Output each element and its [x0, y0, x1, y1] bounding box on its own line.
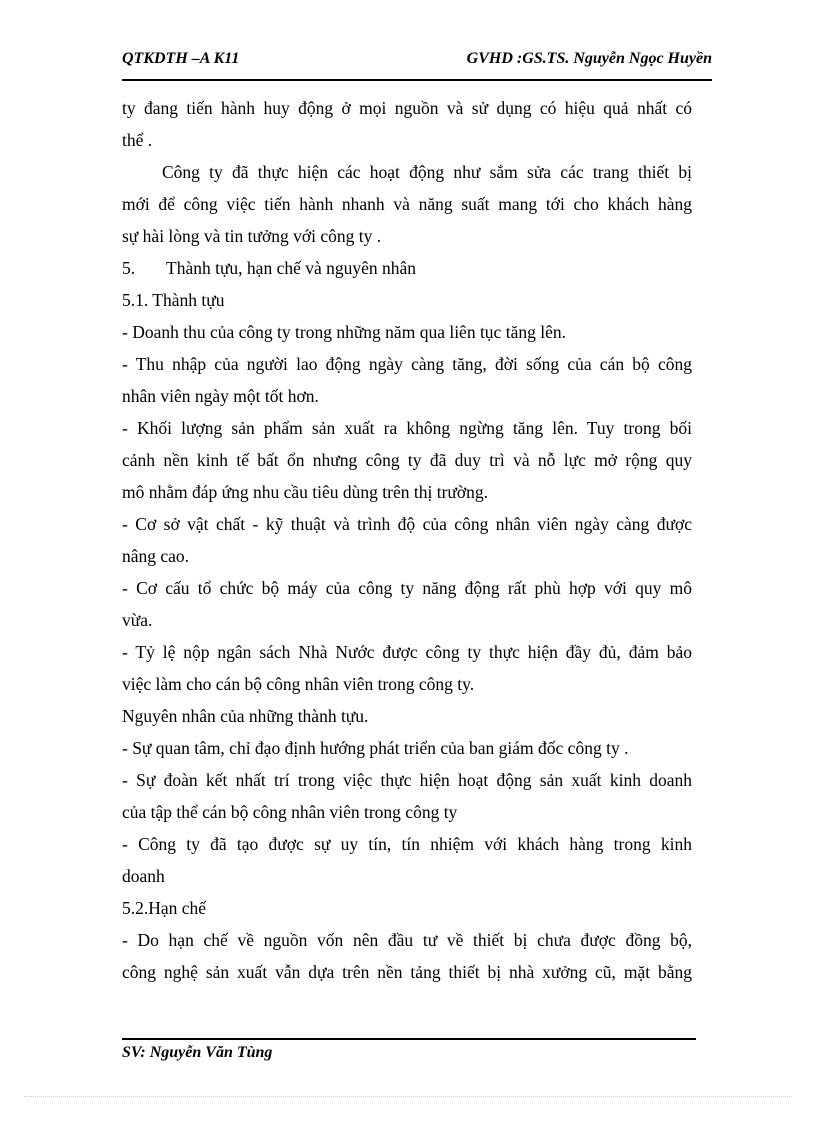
paragraph-line: doanh — [122, 866, 165, 886]
bullet-line: - Thu nhập của người lao động ngày càng tăng, đời sống của cán bộ công — [122, 354, 692, 374]
bullet-line: - Công ty đã tạo được sự uy tín, tín nhiệm với khách hàng trong kinh — [122, 834, 692, 854]
paragraph-line: sự hài lòng và tin tưởng với công ty . — [122, 226, 382, 246]
paragraph-line: mô nhằm đáp ứng nhu cầu tiêu dùng trên thị trường. — [122, 482, 489, 502]
bullet-line: - Sự quan tâm, chỉ đạo định hướng phát triển của ban giám đốc công ty . — [122, 738, 629, 758]
page-header — [122, 46, 712, 76]
bullet-line: - Do hạn chế về nguồn vốn nên đầu tư về thiết bị chưa được đồng bộ, — [122, 930, 692, 950]
header-rule — [122, 79, 712, 81]
bullet-line: - Tỷ lệ nộp ngân sách Nhà Nước được công ty thực hiện đầy đủ, đảm bảo — [122, 642, 692, 662]
page-boundary — [24, 1096, 792, 1097]
paragraph-line: cảnh nền kinh tế bất ổn nhưng công ty đã duy trì và nỗ lực mở rộng quy — [122, 450, 692, 470]
footer-student-name: SV: Nguyễn Văn Tùng — [122, 1044, 273, 1061]
subsection-heading: 5.2.Hạn chế — [122, 898, 207, 918]
bullet-line: - Cơ cấu tổ chức bộ máy của công ty năng động rất phù hợp với quy mô — [122, 578, 692, 598]
paragraph-line: việc làm cho cán bộ công nhân viên trong công ty. — [122, 674, 475, 694]
page-footer — [122, 1038, 696, 1062]
section-title: Thành tựu, hạn chế và nguyên nhân — [166, 258, 417, 278]
subsection-heading: 5.1. Thành tựu — [122, 290, 225, 310]
bullet-line: - Doanh thu của công ty trong những năm qua liên tục tăng lên. — [122, 322, 566, 342]
paragraph-line: Công ty đã thực hiện các hoạt động như sắm sửa các trang thiết bị — [162, 162, 692, 182]
paragraph-line: nâng cao. — [122, 546, 190, 566]
paragraph-line: ty đang tiến hành huy động ở mọi nguồn và sử dụng có hiệu quả nhất có — [122, 98, 692, 118]
section-heading-5 — [122, 252, 692, 284]
bullet-line: - Sự đoàn kết nhất trí trong việc thực hiện hoạt động sản xuất kinh doanh — [122, 770, 692, 790]
paragraph-line: thể . — [122, 130, 153, 150]
section-number: 5. — [122, 258, 136, 278]
header-supervisor: GVHD :GS.TS. Nguyễn Ngọc Huyền — [466, 50, 712, 67]
paragraph-line: nhân viên ngày một tốt hơn. — [122, 386, 319, 406]
paragraph-line: vừa. — [122, 610, 153, 630]
document-body — [122, 92, 692, 988]
paragraph-line: của tập thể cán bộ công nhân viên trong công ty — [122, 802, 458, 822]
bullet-line: - Cơ sở vật chất - kỹ thuật và trình độ của công nhân viên ngày càng được — [122, 514, 692, 534]
header-course-code: QTKDTH –A K11 — [122, 50, 240, 67]
paragraph-line: Nguyên nhân của những thành tựu. — [122, 706, 369, 726]
bullet-line: - Khối lượng sản phẩm sản xuất ra không ngừng tăng lên. Tuy trong bối — [122, 418, 692, 438]
paragraph-line: mới để công việc tiến hành nhanh và năng suất mang tới cho khách hàng — [122, 194, 692, 214]
footer-rule — [122, 1038, 696, 1040]
paragraph-line: công nghệ sản xuất vẫn dựa trên nền tảng thiết bị nhà xưởng cũ, mặt bằng — [122, 962, 692, 982]
